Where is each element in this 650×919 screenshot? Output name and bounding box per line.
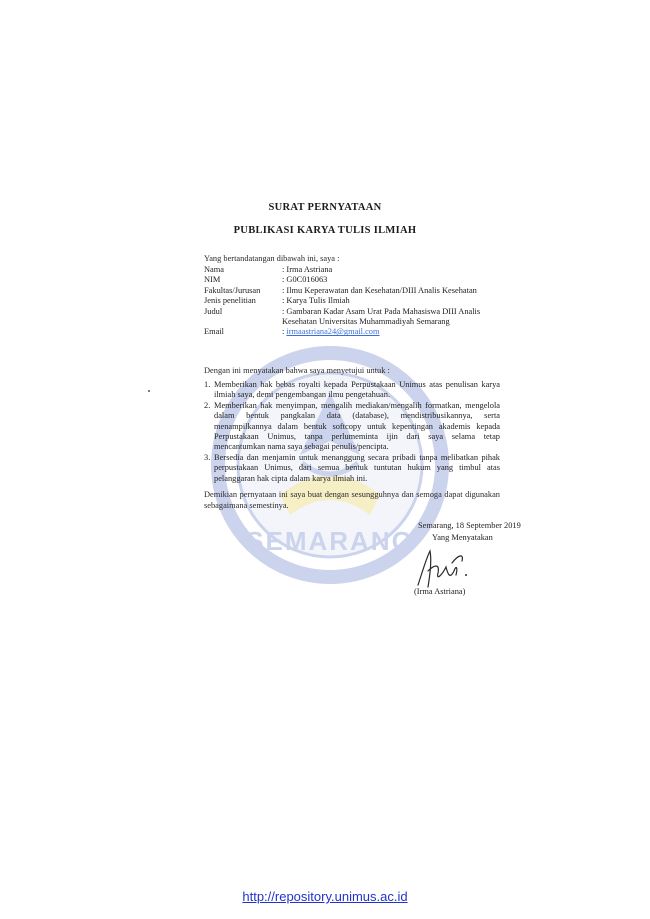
field-label: Nama: [204, 265, 224, 274]
field-value: [282, 327, 500, 337]
signer-name: (Irma Astriana): [414, 587, 466, 596]
field-value: : Irma Astriana: [282, 265, 333, 274]
list-item: [204, 380, 500, 401]
scan-speck: [148, 390, 150, 392]
email-prefix: :: [282, 327, 287, 337]
field-row-title-cont: [204, 317, 500, 327]
field-row-email: [204, 327, 500, 337]
point-number: 2.: [204, 400, 211, 410]
email-link[interactable]: irmaastriana24@gmail.com: [286, 327, 380, 337]
field-value: Kesehatan Universitas Muhammadiyah Semarang: [282, 317, 450, 327]
repository-link[interactable]: http://repository.unimus.ac.id: [242, 889, 408, 904]
closing-text: Demikian pernyataan ini saya buat dengan sesungguhnya dan semoga dapat digunakan sebagaimana semestinya.: [204, 490, 500, 510]
watermark-text: SEMARANG: [246, 526, 414, 556]
field-value: : Ilmu Keperawatan dan Kesehatan/DIII Analis Kesehatan: [282, 285, 477, 295]
field-label: Jenis penelitian: [204, 296, 256, 306]
signer-label: Yang Menyatakan: [432, 533, 493, 542]
field-label: Judul: [204, 306, 223, 316]
field-row-name: [204, 265, 500, 275]
point-number: 3.: [204, 452, 211, 462]
field-label: NIM: [204, 275, 221, 285]
list-item: [204, 401, 500, 453]
place-date: Semarang, 18 September 2019: [418, 521, 521, 530]
signature-graphic: [412, 545, 474, 591]
statement-text: Dengan ini menyatakan bahwa saya menyetujui untuk :: [204, 366, 390, 375]
identity-fields: [204, 265, 500, 338]
point-text: Bersedia dan menjamin untuk menanggung secara pribadi tanpa melibatkan pihak perpustakaan Unimus, dari semua bentuk tuntutan hukum yang timbul atas pelanggaran hak cipta dalam karya ilmiah ini.: [214, 452, 500, 483]
field-row-faculty: [204, 286, 500, 296]
point-number: 1.: [204, 380, 211, 389]
handwritten-signature: [412, 545, 474, 591]
field-row-nim: [204, 275, 500, 285]
field-label: [204, 317, 282, 327]
field-row-research-type: [204, 296, 500, 306]
field-value: : Gambaran Kadar Asam Urat Pada Mahasiswa DIII Analis: [282, 306, 481, 316]
point-text: Memberikan hak bebas royalti kepada Perpustakaan Unimus atas penulisan karya ilmiah saya, demi pengembangan ilmu pengetahuan.: [214, 380, 500, 400]
field-value: : G0C016063: [282, 275, 328, 285]
field-row-title: [204, 307, 500, 317]
list-item: [204, 453, 500, 484]
intro-text: Yang bertandatangan dibawah ini, saya :: [204, 254, 340, 263]
field-value: : Karya Tulis Ilmiah: [282, 296, 350, 306]
document-subtitle: PUBLIKASI KARYA TULIS ILMIAH: [233, 225, 417, 236]
point-text: Memberikan hak menyimpan, mengalih mediakan/mengalih formatkan, mengelola dalam bentuk pangkalan data (database), mendistribusikannya, serta menampilkannya dalam bentuk softcopy untuk kepentingan akademis kepada Perpustakaan Unimus, tanpa perlumeminta ijin dari saya selama tetap mencantumkan nama saya sebagai penulis/pencipta.: [214, 400, 500, 452]
field-label: Email: [204, 327, 225, 337]
document-title: SURAT PERNYATAAN: [268, 202, 382, 213]
field-label: Fakultas/Jurusan: [204, 285, 261, 295]
agreement-points: [204, 380, 500, 484]
